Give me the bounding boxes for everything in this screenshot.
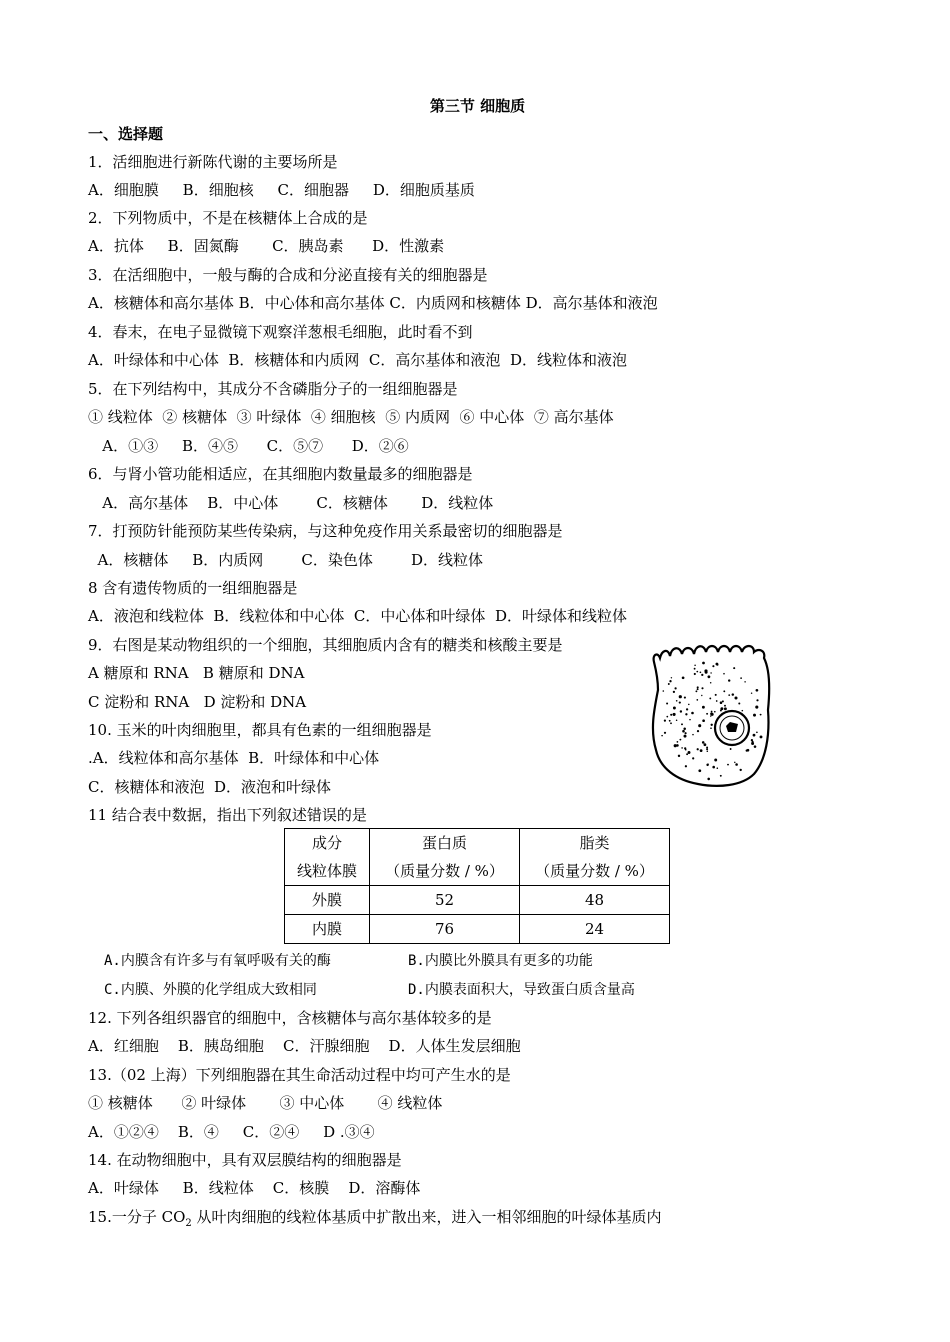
text-line: A．叶绿体 B．线粒体 C．核膜 D．溶酶体 xyxy=(88,1179,421,1197)
text-line: A．细胞膜 B．细胞核 C．细胞器 D．细胞质基质 xyxy=(88,181,475,199)
text-line: A．核糖体 B．内质网 C．染色体 D．线粒体 xyxy=(88,551,484,569)
text-line: 13.（02 上海）下列细胞器在其生命活动过程中均可产生水的是 xyxy=(88,1066,511,1084)
table-row: 外膜 52 48 xyxy=(285,886,670,915)
text-line: 1．活细胞进行新陈代谢的主要场所是 xyxy=(88,153,338,171)
table-row: 内膜 76 24 xyxy=(285,915,670,944)
header-component: 成分 线粒体膜 xyxy=(285,829,370,886)
answer-option: C.内膜、外膜的化学组成大致相同 xyxy=(104,982,317,998)
text-line: A．高尔基体 B．中心体 C．核糖体 D．线粒体 xyxy=(88,494,494,512)
text-line: 12. 下列各组织器官的细胞中，含核糖体与高尔基体较多的是 xyxy=(88,1009,492,1027)
text-line: A 糖原和 RNA B 糖原和 DNA xyxy=(88,664,305,682)
text-line: A．红细胞 B．胰岛细胞 C．汗腺细胞 D．人体生发层细胞 xyxy=(88,1037,521,1055)
text-line: 2．下列物质中，不是在核糖体上合成的是 xyxy=(88,209,368,227)
text-line: ① 线粒体 ② 核糖体 ③ 叶绿体 ④ 细胞核 ⑤ 内质网 ⑥ 中心体 ⑦ 高尔基体 xyxy=(88,408,614,426)
text-line: 11 结合表中数据，指出下列叙述错误的是 xyxy=(88,806,367,824)
text-line: A．叶绿体和中心体 B．核糖体和内质网 C．高尔基体和液泡 D．线粒体和液泡 xyxy=(88,351,627,369)
text-line: A．①②④ B．④ C．②④ D .③④ xyxy=(88,1123,375,1141)
text-line: A．液泡和线粒体 B．线粒体和中心体 C．中心体和叶绿体 D．叶绿体和线粒体 xyxy=(88,607,627,625)
answer-option: D.内膜表面积大，导致蛋白质含量高 xyxy=(408,982,635,998)
nucleolus xyxy=(726,722,738,732)
text-line: 7．打预防针能预防某些传染病，与这种免疫作用关系最密切的细胞器是 xyxy=(88,522,563,540)
table-header-row xyxy=(285,829,670,886)
text-line: A．抗体 B．固氮酶 C．胰岛素 D．性激素 xyxy=(88,237,445,255)
text-line: C．核糖体和液泡 D．液泡和叶绿体 xyxy=(88,778,332,796)
text-line: 6．与肾小管功能相适应，在其细胞内数量最多的细胞器是 xyxy=(88,465,473,483)
text-line: 5．在下列结构中，其成分不含磷脂分子的一组细胞器是 xyxy=(88,380,458,398)
text-line: 3．在活细胞中，一般与酶的合成和分泌直接有关的细胞器是 xyxy=(88,266,488,284)
answer-option: B.内膜比外膜具有更多的功能 xyxy=(408,953,593,969)
text-line: ① 核糖体 ② 叶绿体 ③ 中心体 ④ 线粒体 xyxy=(88,1094,443,1112)
section-heading: 一、选择题 xyxy=(88,125,164,143)
answer-option: A.内膜含有许多与有氧呼吸有关的酶 xyxy=(104,953,331,969)
membrane-composition-table xyxy=(284,828,670,944)
header-protein: 蛋白质 （质量分数 / %） xyxy=(370,829,520,886)
text-line: 9．右图是某动物组织的一个细胞，其细胞质内含有的糖类和核酸主要是 xyxy=(88,636,563,654)
text-line: C 淀粉和 RNA D 淀粉和 DNA xyxy=(88,693,307,711)
text-line: 14. 在动物细胞中，具有双层膜结构的细胞器是 xyxy=(88,1151,402,1169)
text-line: 10. 玉米的叶肉细胞里，都具有色素的一组细胞器是 xyxy=(88,721,432,739)
header-lipid: 脂类 （质量分数 / %） xyxy=(520,829,670,886)
text-line: A．①③ B．④⑤ C．⑤⑦ D．②⑥ xyxy=(88,437,409,455)
text-line: .A．线粒体和高尔基体 B．叶绿体和中心体 xyxy=(88,749,380,767)
page-title: 第三节 细胞质 xyxy=(429,97,526,115)
text-line: 4．春末，在电子显微镜下观察洋葱根毛细胞，此时看不到 xyxy=(88,323,473,341)
animal-cell-figure xyxy=(646,640,776,790)
text-line: 8 含有遗传物质的一组细胞器是 xyxy=(88,579,298,597)
question-15: 15.一分子 $CO_2$ 从叶肉细胞的线粒体基质中扩散出来，进入一相邻细胞的叶绿体基质内 xyxy=(88,1208,662,1229)
text-line: A．核糖体和高尔基体 B．中心体和高尔基体 C．内质网和核糖体 D．高尔基体和液泡 xyxy=(88,294,658,312)
